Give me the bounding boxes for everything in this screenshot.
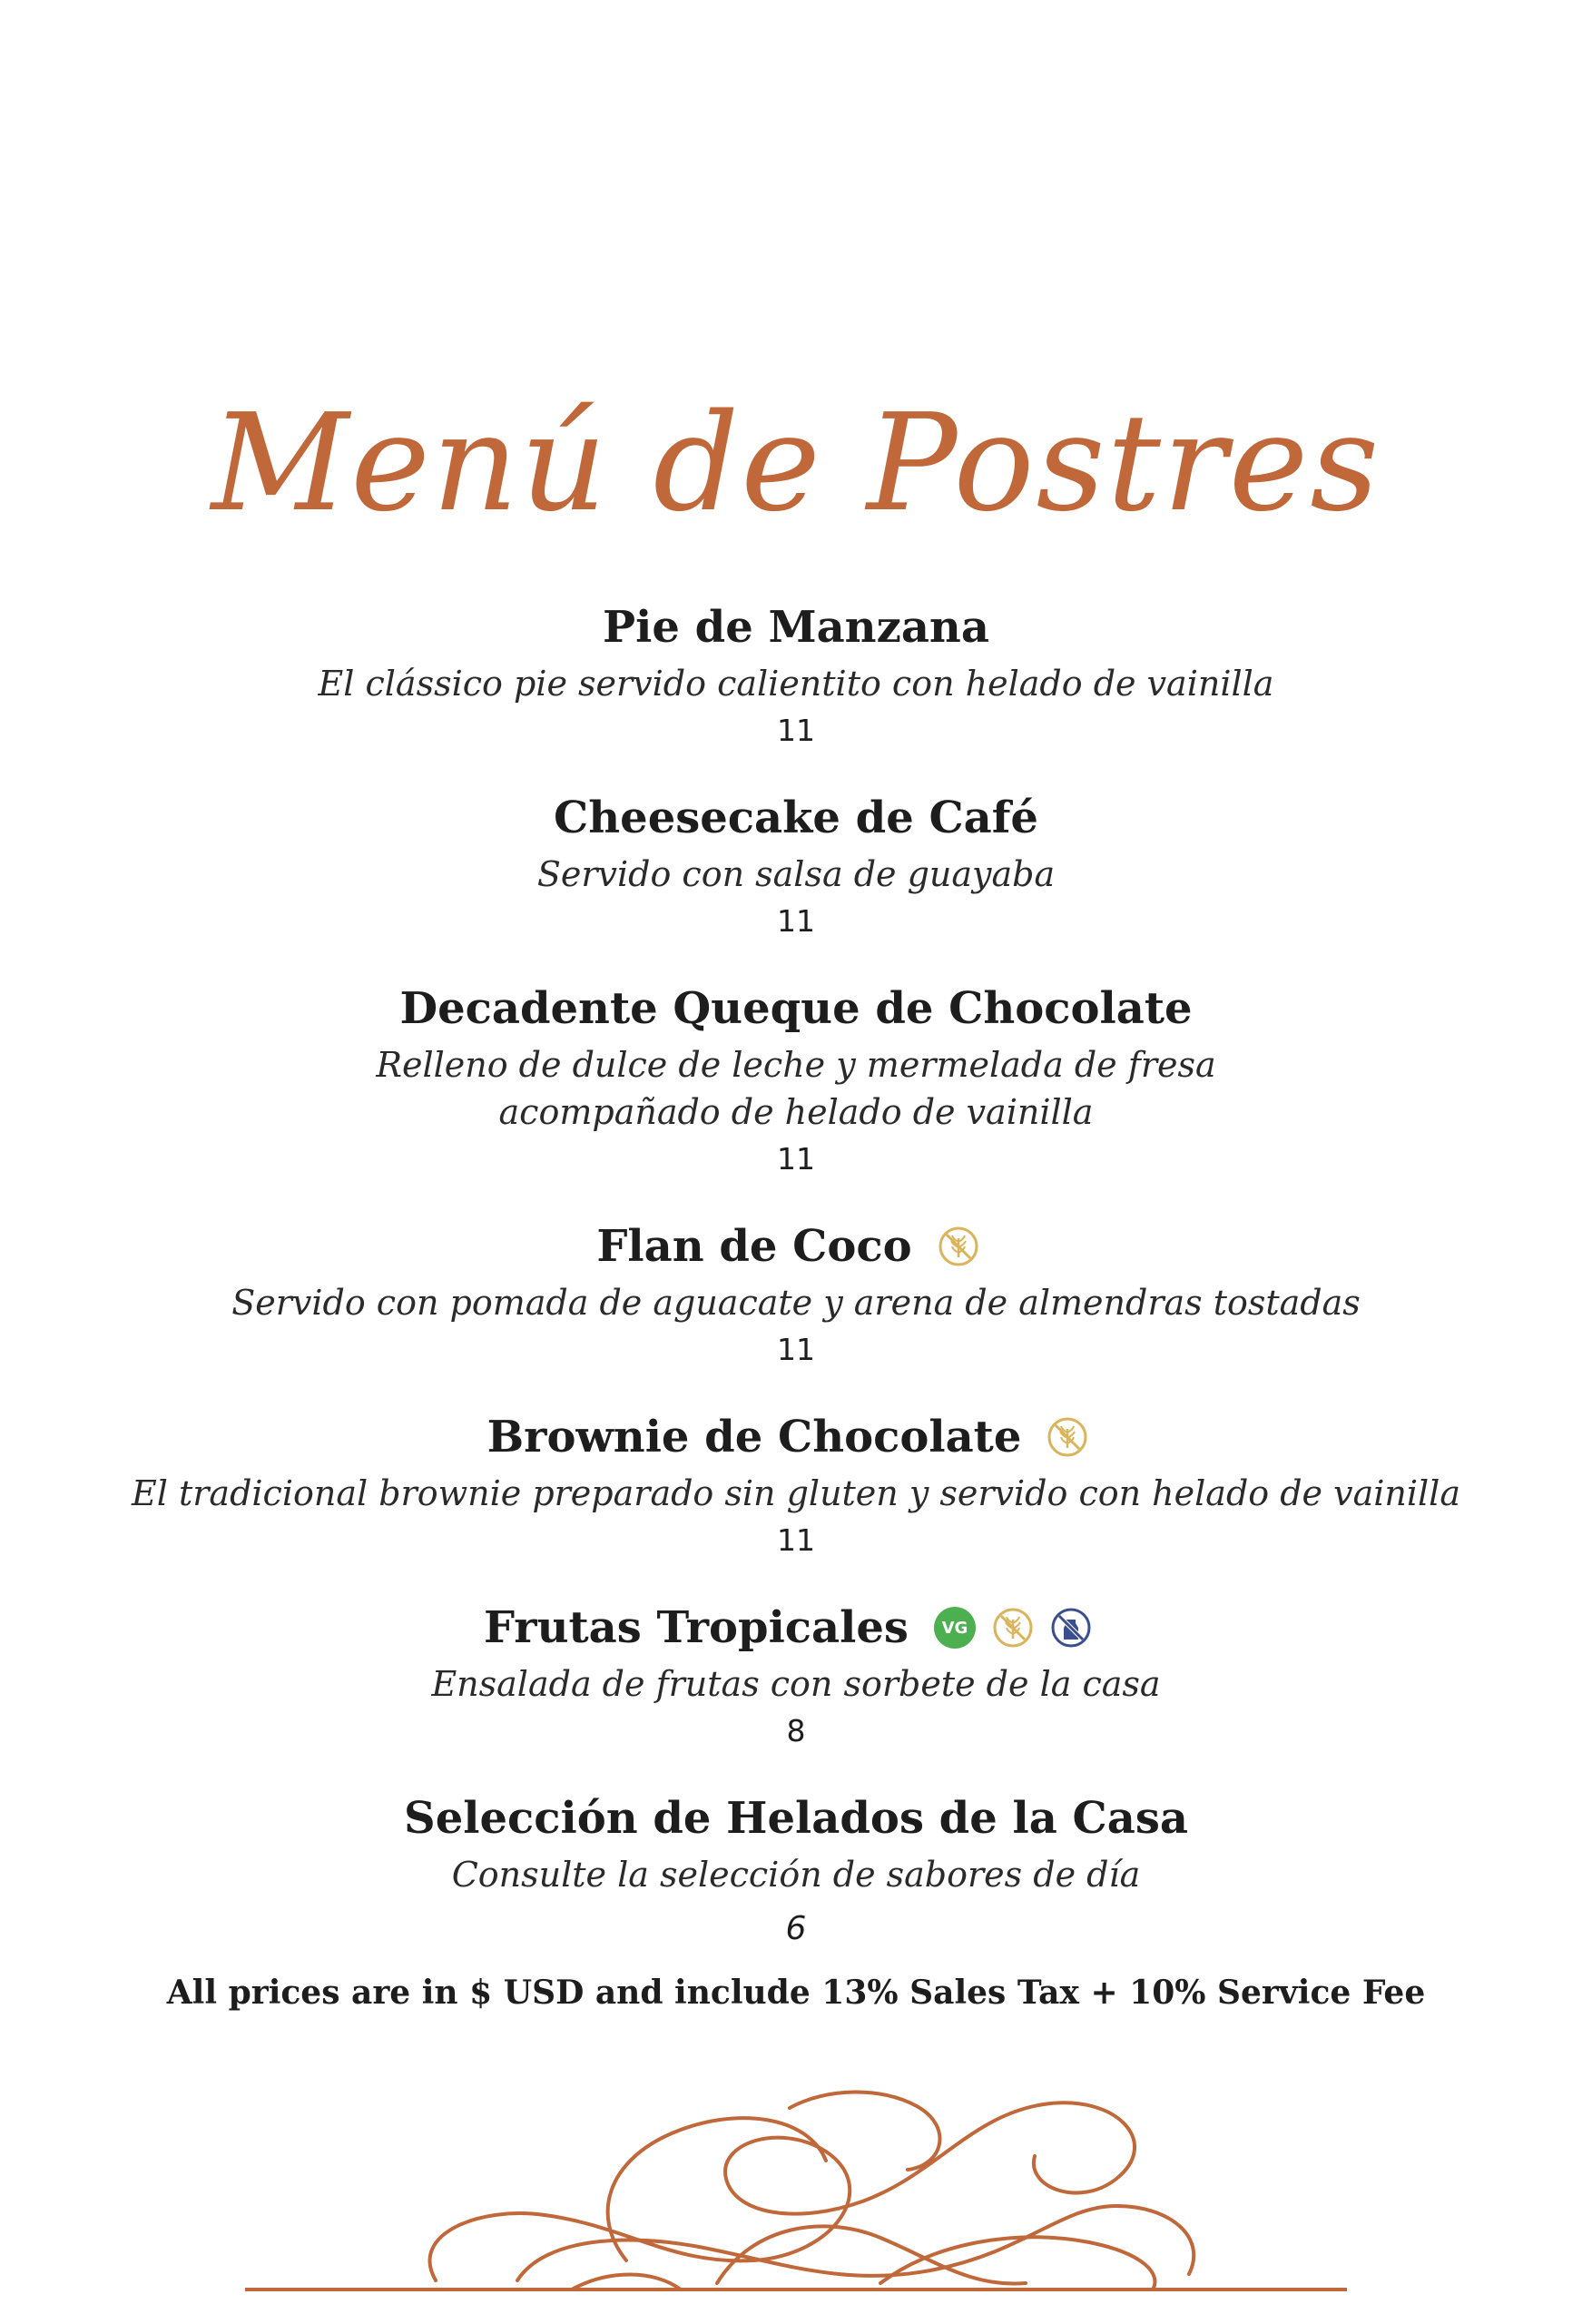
menu-item-name: Decadente Queque de Chocolate [399, 983, 1193, 1034]
dairy-free-icon [1050, 1607, 1092, 1649]
menu-item-header [0, 785, 1592, 851]
flourish-ornament [245, 2079, 1347, 2297]
menu-item [0, 595, 1592, 754]
menu-item-price: 11 [777, 1141, 815, 1177]
gluten-free-icon [1047, 1416, 1088, 1458]
menu-item [0, 1786, 1592, 1953]
menu-item-header [0, 1404, 1592, 1470]
pricing-note: All prices are in $ USD and include 13% Sales Tax + 10% Service Fee [166, 1974, 1426, 2012]
menu-item-description: Relleno de dulce de leche y mermelada de fresa [376, 1045, 1216, 1085]
menu-item-description: Ensalada de frutas con sorbete de la casa [431, 1664, 1161, 1704]
page-title: Menú de Postres [211, 385, 1381, 541]
menu-item-price: 11 [777, 713, 815, 748]
menu-item-price: 6 [785, 1910, 807, 1947]
menu-item-name: Brownie de Chocolate [486, 1412, 1022, 1462]
menu-item-description: El tradicional brownie preparado sin gluten y servido con helado de vainilla [132, 1473, 1460, 1513]
vegan-icon [934, 1607, 976, 1649]
menu-item-header [0, 1786, 1592, 1851]
menu-item [0, 1214, 1592, 1374]
menu-item-header [0, 976, 1592, 1041]
gluten-free-icon [992, 1607, 1034, 1649]
dietary-badges [934, 1607, 1108, 1649]
dietary-badges [1047, 1416, 1105, 1458]
dessert-menu-list [0, 595, 1592, 1953]
menu-item-description: Servido con pomada de aguacate y arena de almendras tostadas [231, 1283, 1361, 1323]
menu-item-name: Cheesecake de Café [554, 793, 1038, 843]
menu-item-description-line-2: acompañado de helado de vainilla [498, 1092, 1094, 1132]
menu-item-description: Consulte la selección de sabores de día [451, 1855, 1141, 1895]
menu-item-price: 11 [777, 1332, 815, 1367]
menu-item-description: Servido con salsa de guayaba [536, 854, 1056, 894]
menu-item-price: 11 [777, 903, 815, 939]
menu-item-price: 11 [777, 1522, 815, 1558]
gluten-free-icon [938, 1226, 979, 1267]
menu-item [0, 1404, 1592, 1564]
dietary-badges [938, 1226, 996, 1267]
menu-item-name: Flan de Coco [596, 1221, 912, 1272]
menu-item-name: Frutas Tropicales [484, 1602, 909, 1653]
menu-item [0, 1595, 1592, 1755]
vegan-icon-label: VG [941, 1618, 968, 1638]
menu-item-name: Selección de Helados de la Casa [404, 1793, 1188, 1844]
menu-item-header [0, 1595, 1592, 1660]
menu-item [0, 785, 1592, 945]
menu-item-name: Pie de Manzana [603, 602, 989, 653]
menu-item-price: 8 [786, 1713, 806, 1748]
menu-item-header [0, 1214, 1592, 1279]
menu-item-description: El clássico pie servido calientito con helado de vainilla [318, 664, 1274, 704]
menu-item-header [0, 595, 1592, 660]
menu-item [0, 976, 1592, 1183]
